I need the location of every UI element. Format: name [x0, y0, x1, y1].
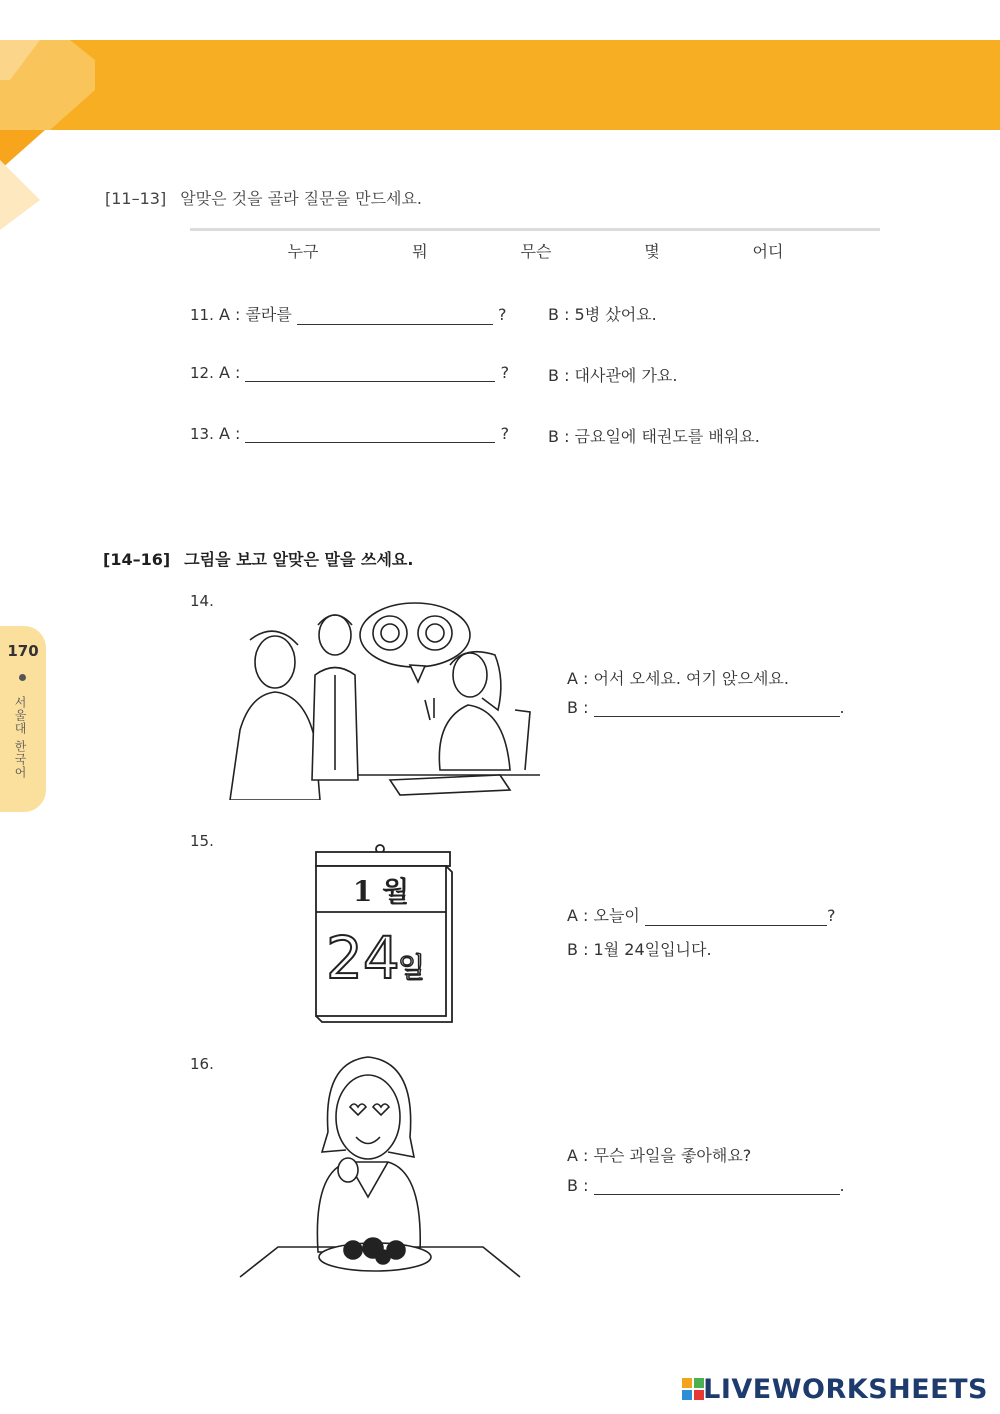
item-16-b — [567, 1176, 845, 1195]
item-14-a: A : 어서 오세요. 여기 앉으세요. — [567, 669, 789, 688]
word-bank-item: 뭐 — [412, 242, 428, 261]
question-mark: ? — [500, 424, 510, 443]
question-a-text: A : — [218, 363, 241, 382]
item-16-a: A : 무슨 과일을 좋아해요? — [567, 1146, 752, 1165]
section-instruction: 알맞은 것을 골라 질문을 만드세요. — [180, 189, 423, 208]
question-13 — [190, 424, 509, 443]
question-mark: ? — [500, 363, 510, 382]
girl-eating-fruit-illustration — [238, 1052, 523, 1282]
word-bank-item: 무슨 — [520, 242, 552, 261]
question-a-text: A : 오늘이 — [567, 906, 640, 925]
liveworksheets-logo[interactable]: LIVEWORKSHEETS — [703, 1374, 988, 1405]
answer-blank[interactable] — [245, 424, 495, 443]
question-a-text: A : 콜라를 — [218, 305, 292, 324]
answer-prefix: B : — [567, 1176, 589, 1195]
item-14-b — [567, 698, 845, 717]
item-15-b: B : 1월 24일입니다. — [567, 940, 712, 959]
question-11-b: B : 5병 샀어요. — [548, 305, 657, 324]
answer-blank[interactable] — [645, 907, 827, 926]
word-bank-item: 누구 — [287, 242, 319, 261]
question-number: 13. — [190, 425, 214, 443]
calendar-illustration — [312, 842, 454, 1026]
question-mark: ? — [498, 305, 507, 324]
calendar-month: 1 월 — [352, 875, 410, 908]
answer-blank[interactable] — [594, 1176, 840, 1195]
question-mark: ? — [826, 906, 836, 925]
section-heading-14-16 — [103, 547, 413, 570]
item-number-14: 14. — [190, 592, 214, 610]
item-number-15: 15. — [190, 832, 214, 850]
header-banner — [0, 40, 1000, 130]
restaurant-illustration — [220, 600, 540, 800]
item-number-16: 16. — [190, 1055, 214, 1073]
item-15-a — [567, 903, 835, 926]
page-number: 170 — [7, 642, 39, 660]
section-number: [11–13] — [105, 189, 167, 208]
bullet-dot — [19, 674, 26, 681]
word-bank-item: 어디 — [752, 242, 784, 261]
answer-period: . — [839, 1176, 845, 1195]
answer-blank[interactable] — [297, 306, 493, 325]
calendar-day: 24 — [326, 924, 400, 992]
section-number: [14–16] — [103, 550, 171, 569]
word-bank — [190, 228, 880, 271]
question-number: 11. — [190, 306, 214, 324]
question-13-b: B : 금요일에 태권도를 배워요. — [548, 427, 760, 446]
question-12 — [190, 363, 509, 382]
liveworksheets-logo-icon — [682, 1378, 704, 1400]
question-a-text: A : — [218, 424, 241, 443]
book-title: 서울대 한국어 — [13, 696, 27, 779]
answer-blank[interactable] — [594, 698, 840, 717]
section-heading-11-13 — [105, 186, 422, 209]
calendar-day-suffix: 일 — [398, 951, 426, 984]
question-12-b: B : 대사관에 가요. — [548, 366, 678, 385]
answer-prefix: B : — [567, 698, 589, 717]
question-11 — [190, 302, 507, 325]
corner-decoration — [0, 40, 110, 240]
answer-blank[interactable] — [245, 363, 495, 382]
question-number: 12. — [190, 364, 214, 382]
word-bank-item: 몇 — [644, 242, 660, 261]
answer-period: . — [839, 698, 845, 717]
section-instruction: 그림을 보고 알맞은 말을 쓰세요. — [184, 550, 414, 569]
